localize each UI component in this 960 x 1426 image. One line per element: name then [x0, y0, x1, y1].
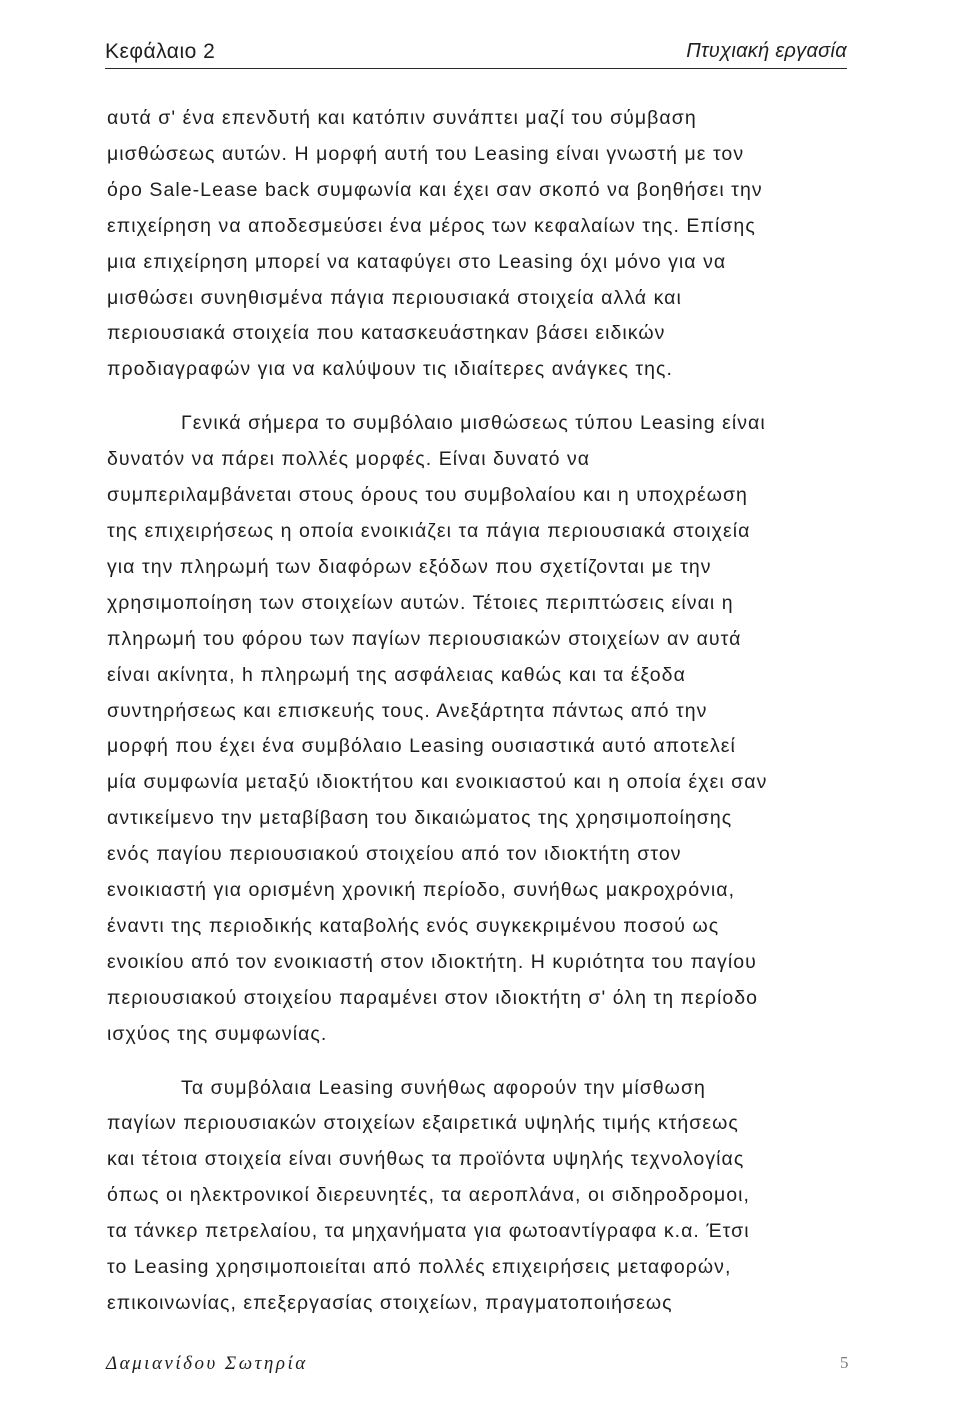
text-line: Τα συμβόλαια Leasing συνήθως αφορούν την μίσθωση [181, 1076, 706, 1099]
text-line: επιχείρηση να αποδεσμεύσει ένα μέρος των κεφαλαίων της. Επίσης [107, 214, 756, 237]
text-line: μορφή που έχει ένα συμβόλαιο Leasing ουσιαστικά αυτό αποτελεί [107, 735, 736, 758]
text-line: για την πληρωμή των διαφόρων εξόδων που σχετίζονται με την [107, 555, 712, 578]
paragraph [107, 406, 852, 1052]
body-text [107, 101, 852, 1322]
text-line: και τέτοια στοιχεία είναι συνήθως τα προϊόντα υψηλής τεχνολογίας [107, 1148, 745, 1171]
text-line: προδιαγραφών για να καλύψουν τις ιδιαίτερες ανάγκες της. [107, 358, 673, 381]
text-line: μία συμφωνία μεταξύ ιδιοκτήτου και ενοικιαστού και η οποία έχει σαν [107, 771, 768, 794]
text-line: τα τάνκερ πετρελαίου, τα μηχανήματα για φωτοαντίγραφα κ.α. Έτσι [107, 1220, 750, 1243]
chapter-label: Κεφάλαιο 2 [105, 40, 216, 63]
page-header [105, 38, 847, 69]
text-line: δυνατόν να πάρει πολλές μορφές. Είναι δυνατό να [107, 448, 591, 471]
page-number: 5 [840, 1353, 849, 1372]
text-line: μισθώσεως αυτών. Η μορφή αυτή του Leasing είναι γνωστή με τον [107, 142, 745, 165]
footer-author: Δαμιανίδου Σωτηρία [106, 1353, 308, 1374]
text-line: το Leasing χρησιμοποιείται από πολλές επιχειρήσεις μεταφορών, [107, 1256, 732, 1279]
text-line: της επιχειρήσεως η οποία ενοικιάζει τα πάγια περιουσιακά στοιχεία [107, 519, 751, 542]
text-line: έναντι της περιοδικής καταβολής ενός συγκεκριμένου ποσού ως [107, 914, 720, 937]
text-line: περιουσιακά στοιχεία που κατασκευάστηκαν βάσει ειδικών [107, 322, 666, 345]
paragraph [107, 1071, 852, 1322]
text-line: όπως οι ηλεκτρονικοί διερευνητές, τα αεροπλάνα, οι σιδηροδρομοι, [107, 1184, 751, 1207]
document-title: Πτυχιακή εργασία [686, 40, 847, 62]
text-line: όρο Sale-Lease back συμφωνία και έχει σαν σκοπό να βοηθήσει την [107, 178, 763, 201]
text-line: αυτά σ' ένα επενδυτή και κατόπιν συνάπτει μαζί του σύμβαση [107, 107, 697, 129]
paragraph-gap [107, 388, 852, 406]
text-line: μια επιχείρηση μπορεί να καταφύγει στο Leasing όχι μόνο για να [107, 250, 727, 273]
paragraph [107, 101, 852, 388]
text-line: Γενικά σήμερα το συμβόλαιο μισθώσεως τύπου Leasing είναι [181, 412, 766, 435]
text-line: πληρωμή του φόρου των παγίων περιουσιακών στοιχείων αν αυτά [107, 627, 742, 650]
text-line: ενοικιαστή για ορισμένη χρονική περίοδο, συνήθως μακροχρόνια, [107, 879, 736, 902]
text-line: χρησιμοποίηση των στοιχείων αυτών. Τέτοιες περιπτώσεις είναι η [107, 591, 734, 614]
text-line: επικοινωνίας, επεξεργασίας στοιχείων, πραγματοποιήσεως [107, 1292, 673, 1314]
text-line: συμπεριλαμβάνεται στους όρους του συμβολαίου και η υποχρέωση [107, 484, 748, 507]
text-line: ενός παγίου περιουσιακού στοιχείου από τον ιδιοκτήτη στον [107, 843, 682, 866]
text-line: αντικείμενο την μεταβίβαση του δικαιώματος της χρησιμοποίησης [107, 807, 733, 830]
paragraph-gap [107, 1053, 852, 1071]
text-line: ισχύος της συμφωνίας. [107, 1022, 328, 1045]
text-line: περιουσιακού στοιχείου παραμένει στον ιδιοκτήτη σ' όλη τη περίοδο [107, 986, 759, 1009]
text-line: παγίων περιουσιακών στοιχείων εξαιρετικά υψηλής τιμής κτήσεως [107, 1112, 739, 1135]
text-line: συντηρήσεως και επισκευής τους. Ανεξάρτητα πάντως από την [107, 699, 708, 722]
text-line: ενοικίου από τον ενοικιαστή στον ιδιοκτήτη. Η κυριότητα του παγίου [107, 950, 757, 973]
text-line: είναι ακίνητα, h πληρωμή της ασφάλειας καθώς και τα έξοδα [107, 663, 686, 686]
text-line: μισθώσει συνηθισμένα πάγια περιουσιακά στοιχεία αλλά και [107, 286, 682, 309]
